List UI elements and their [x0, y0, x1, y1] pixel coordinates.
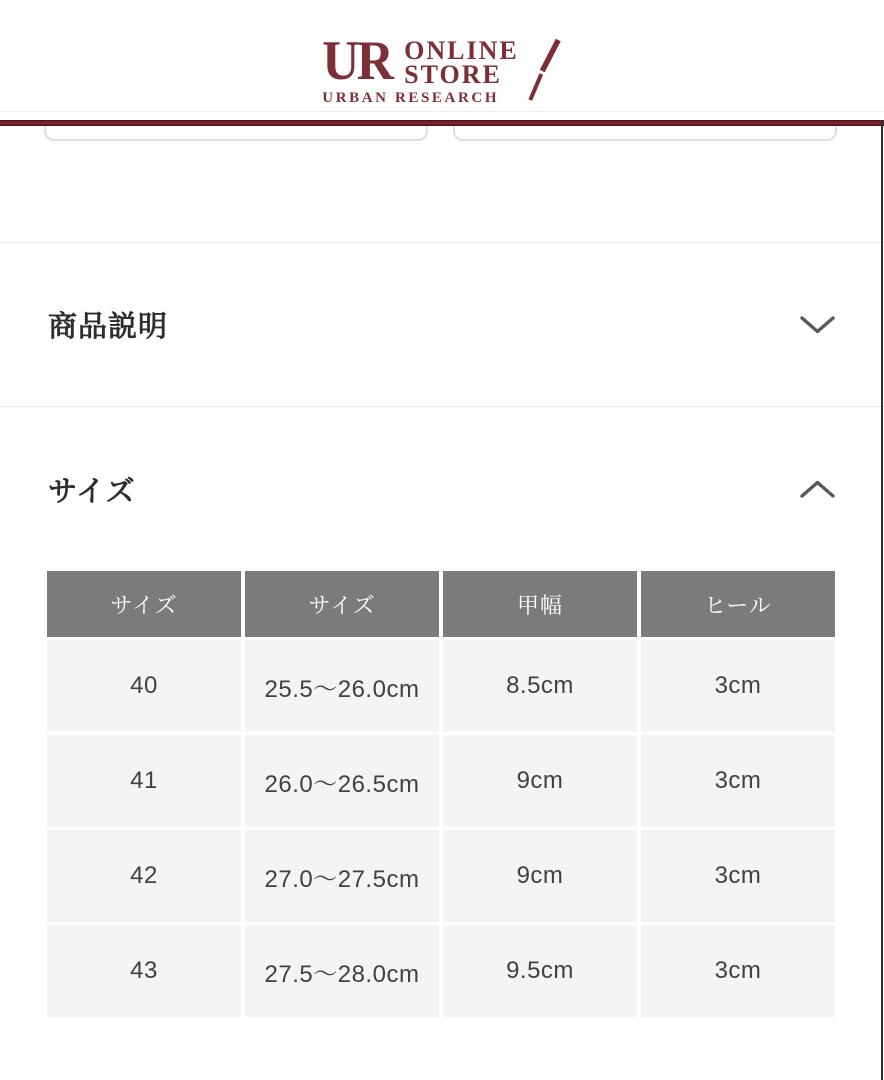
size-table-header-cell: サイズ — [47, 571, 241, 637]
header-accent-border — [0, 120, 884, 126]
size-table-cell: 3cm — [641, 640, 835, 732]
size-table-cell: 3cm — [641, 735, 835, 827]
size-table-cell: 25.5〜26.0cm — [245, 640, 439, 732]
size-table-cell: 9cm — [443, 830, 637, 922]
logo-initials: UR — [322, 30, 392, 92]
size-table — [47, 571, 835, 1017]
logo-text-block — [322, 30, 519, 107]
site-header — [0, 0, 884, 120]
size-table-header-cell: ヒール — [641, 571, 835, 637]
size-table-cell: 27.5〜28.0cm — [245, 925, 439, 1017]
size-table-header-cell: 甲幅 — [443, 571, 637, 637]
size-table-cell: 9cm — [443, 735, 637, 827]
partial-button-left[interactable] — [44, 126, 428, 141]
logo-brand-name: URBAN RESEARCH — [322, 90, 500, 106]
chevron-up-icon[interactable] — [799, 479, 836, 499]
right-edge-line — [881, 120, 883, 1080]
partial-button-right[interactable] — [453, 126, 837, 141]
store-logo[interactable] — [322, 30, 561, 107]
logo-store-name: ONLINE STORE — [404, 36, 519, 89]
size-table-cell: 40 — [47, 640, 241, 732]
accordion-size[interactable] — [0, 406, 884, 571]
size-table-cell: 9.5cm — [443, 925, 637, 1017]
size-table-header-cell: サイズ — [245, 571, 439, 637]
size-table-cell: 8.5cm — [443, 640, 637, 732]
size-table-cell: 26.0〜26.5cm — [245, 735, 439, 827]
section-title-size: サイズ — [48, 475, 136, 508]
size-table-cell: 41 — [47, 735, 241, 827]
size-table-cell: 42 — [47, 830, 241, 922]
size-table-cell: 43 — [47, 925, 241, 1017]
size-table-cell: 3cm — [641, 925, 835, 1017]
logo-slash-icon — [528, 38, 562, 102]
section-title-description: 商品説明 — [48, 311, 169, 343]
accordion-product-description[interactable] — [0, 242, 884, 406]
chevron-down-icon[interactable] — [799, 315, 836, 335]
size-table-cell: 3cm — [641, 830, 835, 922]
header-shadow-line — [0, 111, 884, 112]
size-table-cell: 27.0〜27.5cm — [245, 830, 439, 922]
